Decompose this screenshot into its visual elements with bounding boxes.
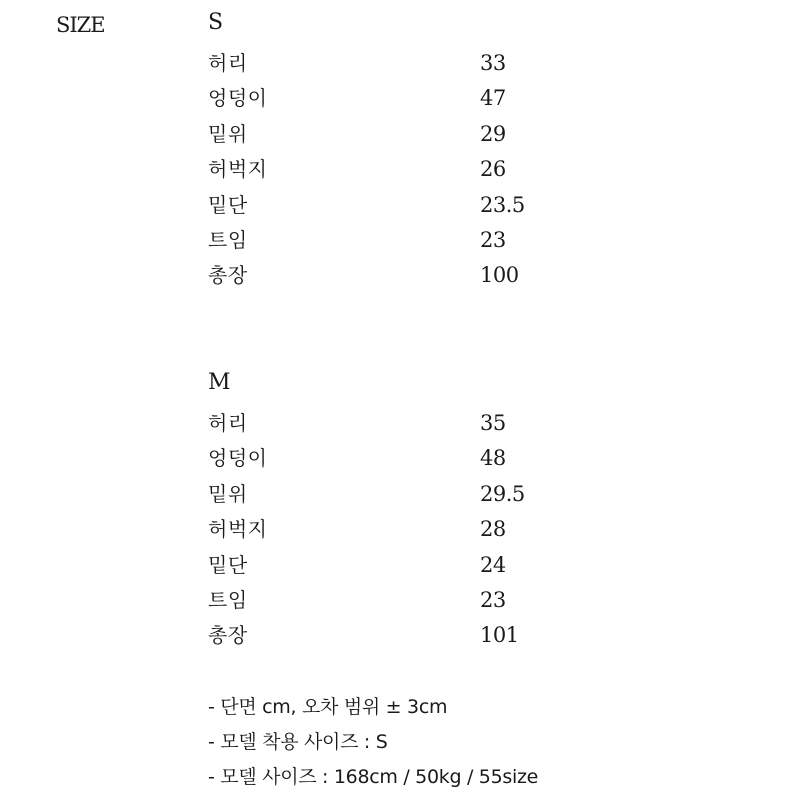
measure-name: 엉덩이 bbox=[208, 86, 268, 111]
measure-name: 트임 bbox=[208, 227, 248, 252]
measure-value: 24 bbox=[480, 552, 506, 577]
size-section-s bbox=[208, 6, 608, 294]
measure-name: 허벅지 bbox=[208, 157, 268, 182]
measure-value: 23.5 bbox=[480, 192, 525, 217]
measure-value: 29 bbox=[480, 121, 506, 146]
size-label: SIZE bbox=[56, 13, 105, 37]
measure-name: 엉덩이 bbox=[208, 446, 268, 471]
measure-name: 허리 bbox=[208, 51, 248, 75]
measure-row bbox=[208, 258, 608, 293]
measure-name: 트임 bbox=[208, 587, 248, 612]
measure-name: 허리 bbox=[208, 411, 248, 435]
measure-row bbox=[208, 512, 608, 547]
measure-value: 33 bbox=[480, 51, 506, 75]
measure-value: 26 bbox=[480, 157, 506, 182]
measure-row bbox=[208, 46, 608, 81]
measure-row bbox=[208, 406, 608, 441]
note-model-wearing-size: - 모델 착용 사이즈 : S bbox=[208, 731, 388, 753]
note-model-body-size: - 모델 사이즈 : 168cm / 50kg / 55size bbox=[208, 766, 539, 788]
measure-value: 29.5 bbox=[480, 481, 525, 506]
measure-value: 23 bbox=[480, 587, 506, 612]
measure-value: 101 bbox=[480, 623, 519, 648]
measure-value: 47 bbox=[480, 86, 506, 111]
size-section-m bbox=[208, 366, 608, 654]
measure-value: 28 bbox=[480, 517, 506, 542]
measure-name: 총장 bbox=[208, 263, 248, 288]
measure-row bbox=[208, 441, 608, 476]
measure-name: 밑위 bbox=[208, 121, 248, 146]
measure-value: 35 bbox=[480, 411, 506, 435]
measure-row bbox=[208, 152, 608, 187]
measure-row bbox=[208, 223, 608, 258]
measure-value: 48 bbox=[480, 446, 506, 471]
measure-row bbox=[208, 477, 608, 512]
measure-name: 허벅지 bbox=[208, 517, 268, 542]
measure-row bbox=[208, 618, 608, 653]
note-measurement-tolerance: - 단면 cm, 오차 범위 ± 3cm bbox=[208, 696, 448, 718]
measure-name: 총장 bbox=[208, 623, 248, 648]
measure-row bbox=[208, 81, 608, 116]
measure-value: 100 bbox=[480, 263, 519, 288]
size-notes bbox=[208, 690, 788, 795]
measure-row bbox=[208, 583, 608, 618]
measure-name: 밑단 bbox=[208, 552, 248, 577]
size-title: M bbox=[208, 370, 231, 395]
size-title: S bbox=[208, 10, 224, 35]
measure-row bbox=[208, 188, 608, 223]
measure-row bbox=[208, 117, 608, 152]
measure-name: 밑위 bbox=[208, 481, 248, 506]
measure-name: 밑단 bbox=[208, 192, 248, 217]
measure-row bbox=[208, 548, 608, 583]
measure-value: 23 bbox=[480, 227, 506, 252]
